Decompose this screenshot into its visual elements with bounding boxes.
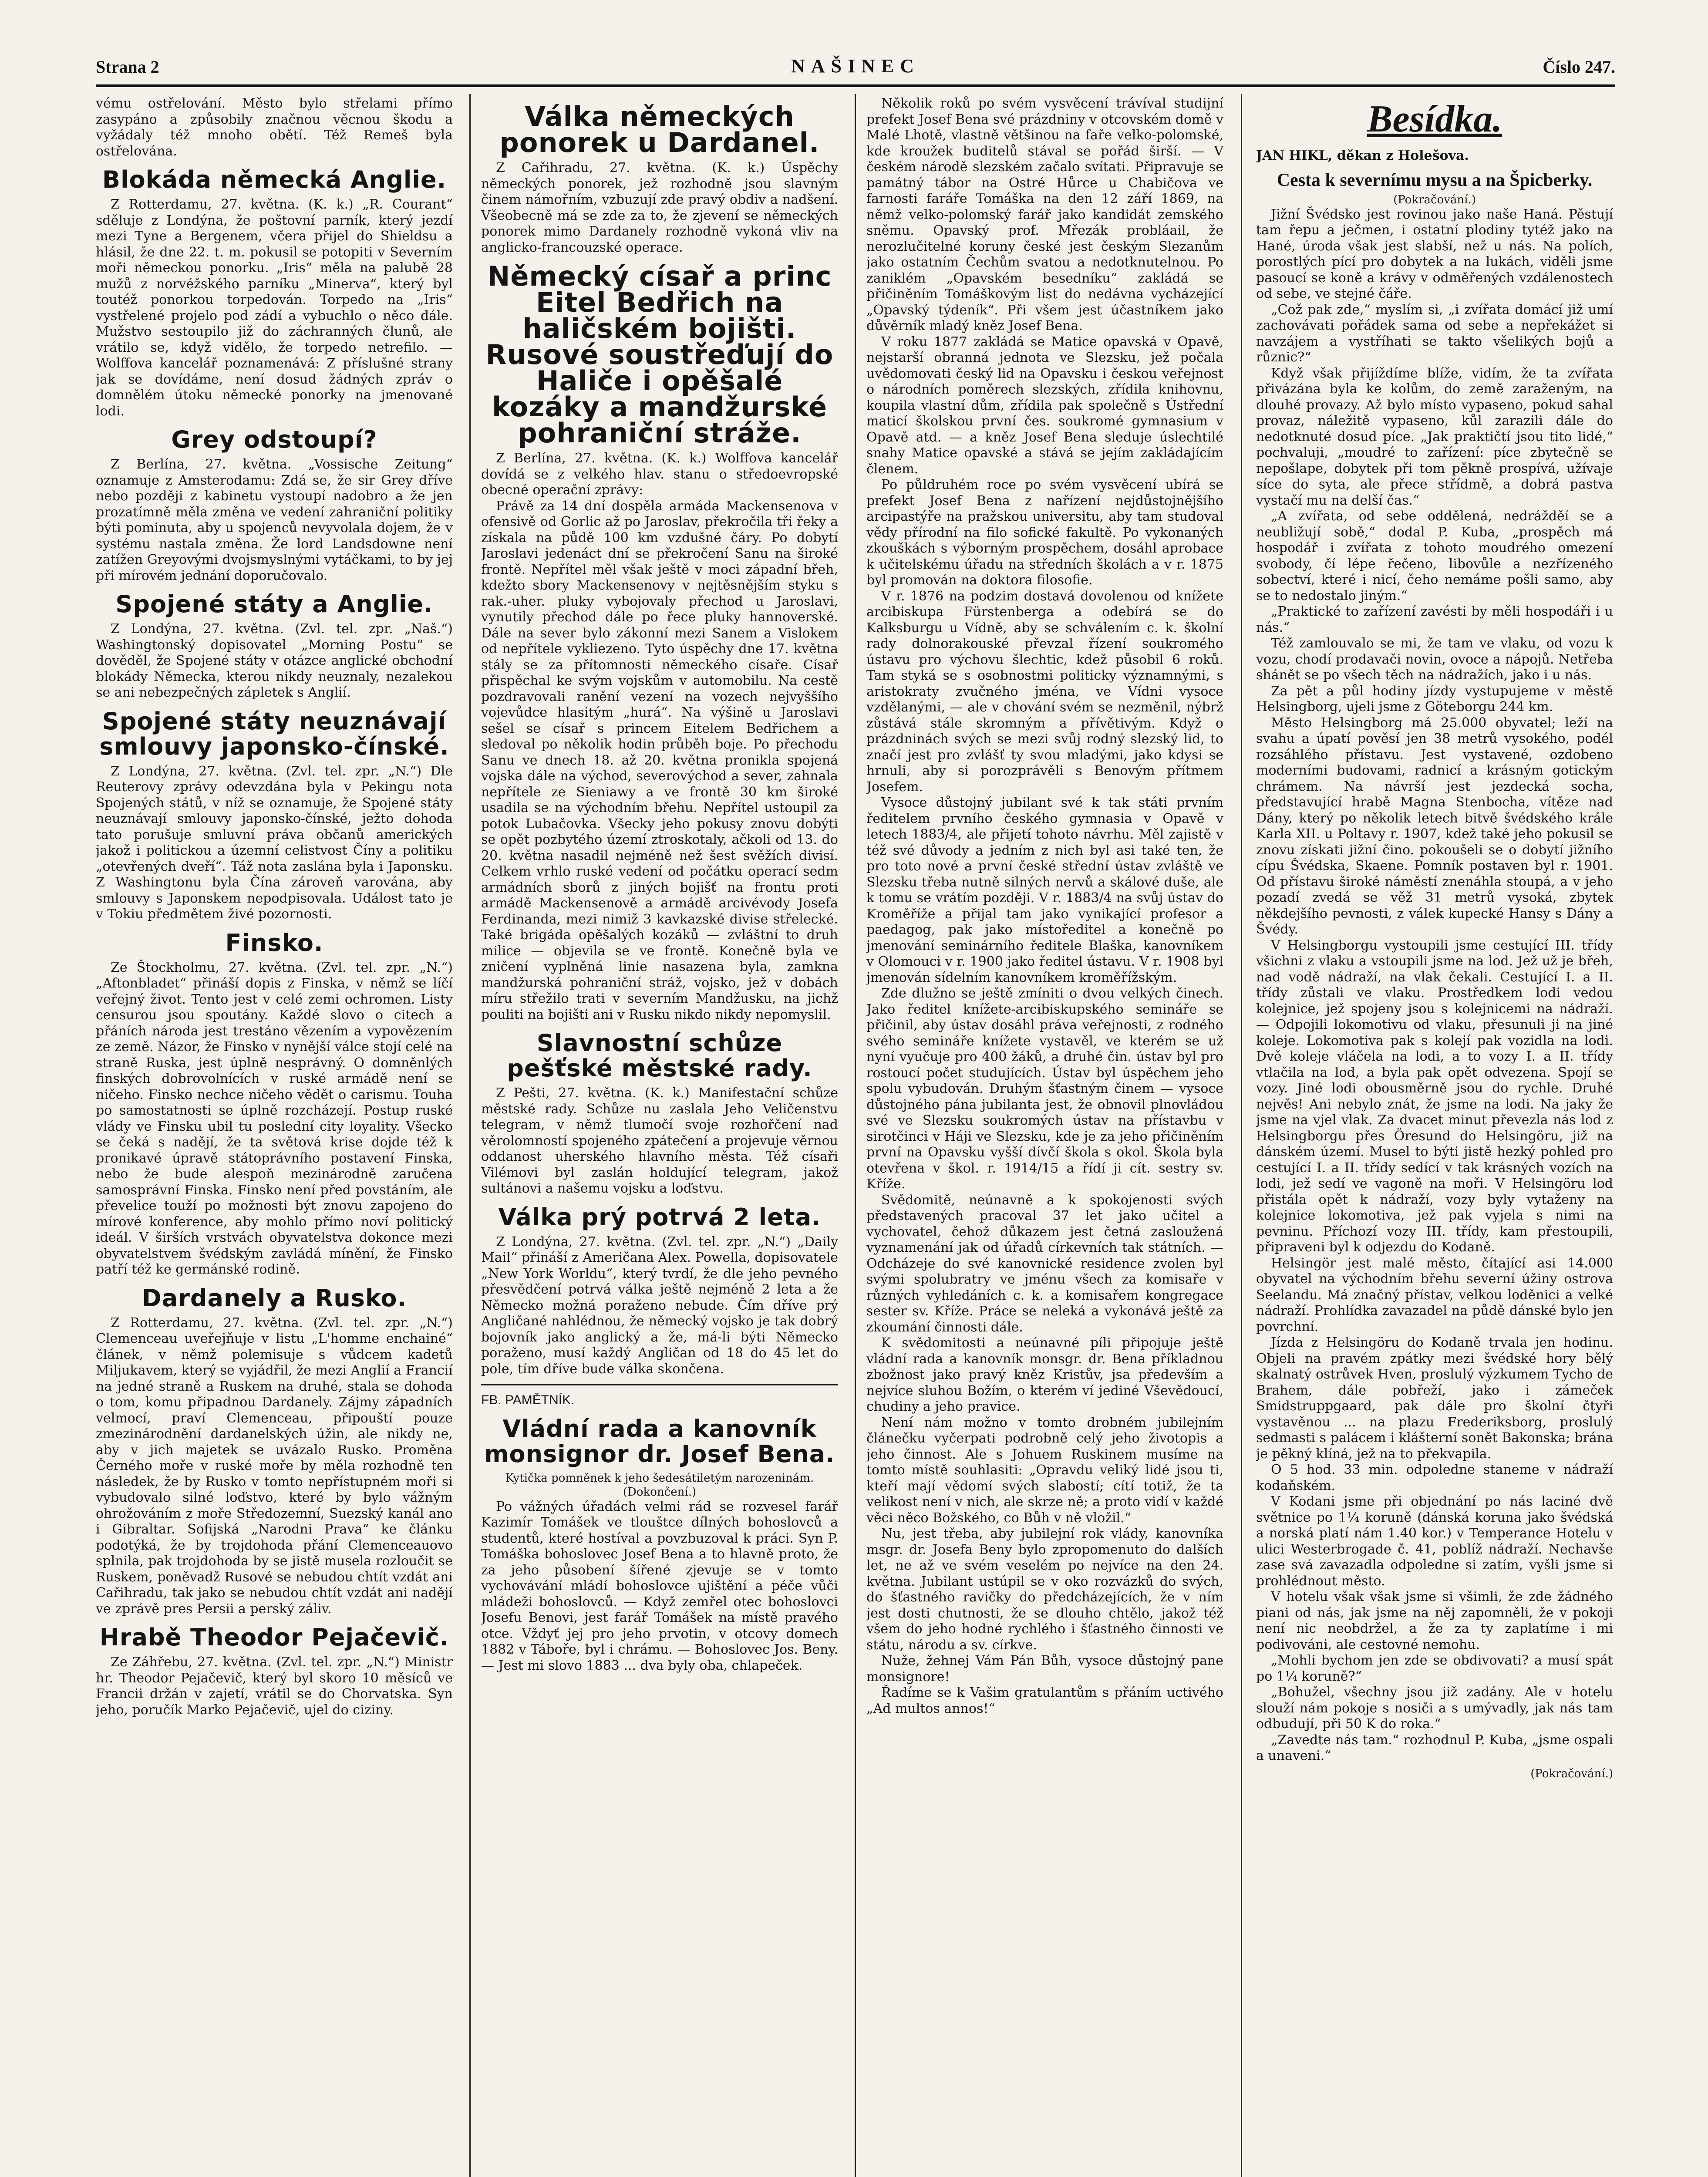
article-text: Svědomitě, neúnavně a k spokojenosti svých představených pracoval 37 let jako učitel a vychovatel, čehož důkazem jest četná zasloužená vyznamenání jak od úřadů církevních tak státních. — Odcházeje do své kanovnické residence zvolen byl svými spolubratry ve jménu všech za komisaře v různých vyhledáních c. k. a komisařem kongregace sester sv. Kříže. Práce se neleká a vykonává ještě za zkoumání činnosti dále. <box>866 1192 1223 1335</box>
masthead: NAŠINEC <box>791 55 920 77</box>
article-heading: Hrabě Theodor Pejačevič. <box>99 1624 449 1651</box>
article-text: Po vážných úřadách velmi rád se rozvesel farář Kazimír Tomášek ve tlouštce dílných bohoslovců a studentů, které hostíval a povzbuzoval k práci. Syn P. Tomáška bohoslovec Josef Bena a to hlavně proto, že za jeho působení šířené zjevuje se v tomto vychovávání mládí bohoslovce ujištění a péče vůči mládeži bohoslovců. — Když zemřel otec bohoslovci Josefu Benovi, jest farář Tomášek na místě pravého otce. Vždyť jej pro jeho prvotin, v otcovy domech 1882 v Táboře, byl i chrámu. — Bohoslovec Jos. Beny. — Jest mi slovo 1883 ... dva byly oba, chlapeček. <box>481 1499 838 1673</box>
column-3 <box>866 96 1223 2177</box>
article-text: Z Berlína, 27. května. „Vossische Zeitung“ oznamuje z Amsterodamu: Zdá se, že sir Grey dříve nebo později z kabinetu vystoupí nadobro a že jen prozatímně měla změna ve vedení zahraniční politiky býti pominuta, aby u spojenců nevyvolala dojem, že v systému nastala změna. Že lord Landsdowne není zatížen Greyovými dvojsmyslnými vytáčkami, to by jej při mírovém jednání doporučovalo. <box>96 457 453 583</box>
article-text: vému ostřelování. Město bylo střelami přímo zasypáno a způsobily značnou věcnou škodu a vyžádaly též mnoho obětí. Též Remeš byla ostřelována. <box>96 96 453 159</box>
article-text: Když však přijíždíme blíže, vidím, že ta zvířata přivázána byla ke kolům, do země zaraženým, na dlouhé provazy. Až bylo místo vypaseno, pokud sahal provaz, náležitě vypaseno, kůl zarazili dále do nedotknuté dosud píce. „Jak praktičtí jsou tito lidé,“ pochvaluji, „moudré to zařízení: píce zbytečně se nepošlape, dobytek při tom pěkně prospívá, užívaje síce do syta, ale přece střídmě, a dobrá pastva vystačí mu na delší čas.“ <box>1256 365 1613 508</box>
article-text: Z Londýna, 27. května. (Zvl. tel. zpr. „N.“) „Daily Mail“ přináší z Američana Alex. Powella, dopisovatele „New York Worldu“, který tvrdí, že dle jeho pevného přesvědčení potrvá válka ještě nejméně 2 leta a že Německo možná poraženo nebude. Čím dříve prý Angličané nahlédnou, že německý vojsko je tak dobrý bojovník jako anglický a že, má-li býti Německo poraženo, musí každý Angličan od 18 do 45 let do pole, tím dříve bude válka skončena. <box>481 1234 838 1377</box>
article-text: „Mohli bychom jen zde se obdivovati? a musí spát po 1¼ koruně?“ <box>1256 1653 1613 1684</box>
article-heading: Válka německých ponorek u Dardanel. <box>499 101 820 158</box>
section-title: Besídka. <box>1367 98 1503 140</box>
article-text: Město Helsingborg má 25.000 obyvatel; leží na svahu a úpatí pověsí jen 38 metrů vysokého, podél rozsáhlého přístavu. Jest vystavené, ozdobeno moderními budovami, radnicí a krásným gotickým chrámem. Na návrší jest jezdecká socha, představující hrabě Magna Stenbocha, vítěze nad Dány, který po několik letech bitvě švédského krále Karla XII. u Poltavy r. 1907, kdež také jeho pokusil se znovu získati jižní čino. pokoušeli se o dobytí jižního cípu Švédska, Skaene. Pomník postaven byl r. 1901. Od přístavu široké náměstí znenáhla stoupá, a v jeho pozadí zvedá se věž 31 metrů vysoká, zbytek někdejšího pevnosti, z válek kupecké Hansy s Dány a Švédy. <box>1256 715 1613 937</box>
article-text: „Praktické to zařízení zavésti by měli hospodáři i u nás.“ <box>1256 604 1613 635</box>
article-text: Za pět a půl hodiny jízdy vystupujeme v městě Helsingborg, ujeli jsme z Göteborgu 244 km. <box>1256 683 1613 714</box>
continuation-note: (Pokračování.) <box>1393 193 1476 206</box>
article-text: „Což pak zde,“ myslím si, „i zvířata domácí již umí zachovávati pořádek sama od sebe a nepřekážet si navzájem a vystříhati se takto všelikých bojů a různic?“ <box>1256 302 1613 365</box>
article-text: Zde dlužno se ještě zmíniti o dvou velkých činech. Jako ředitel knížete-arcibiskupského semináře se přičinil, aby ústav dosáhl práva veřejnosti, z rodného svého semináře knížete vystavěl, ve kterém se už nyní vyučuje pro 400 žáků, a druhé čin. ústav byl pro rostoucí počet studujících. Ústav byl úspěchem jeho spolu vybudován. Druhým šťastným činem — vysoce důstojného pána jubilanta jest, že obnovil plnovládou své ve Slezsku soukromých ústav na přístavbu v sirotčinci v Háji ve Slezsku, kde je za jeho přičiněním první na Opavsku vyšší dívčí škola s okol. Škola byla otevřena v škol. r. 1914/15 a řídí ji cít. sestry sv. Kříže. <box>866 986 1223 1192</box>
article-text: V Helsingborgu vystoupili jsme cestující III. třídy všichni z vlaku a vstoupili jsme na lod. Jež už je břeh, nad vodě nádraží, na vlak čekali. Cestující I. a II. třídy zůstali ve vlaku. Prostředkem lodi vedou kolejnice, jež spojeny jsou s kolejnicemi na nádraží. — Odpojili lokomotivu od vlaku, přesunuli ji na jiné koleje. Lokomotiva pak s kolejí pak vozidla na lodi. Dvě koleje vláčela na lodi, a to vozy I. a II. třídy vtlačila na lod, a byla pak opět odvezena. Spojí se vozy. Jiné lodi obousměrně jsou do rychle. Druhé nejvěs! Ani nebylo znát, že jsme na lodi. Na jaky že jsme na vjel vlak. Za dvacet minut převezla nás lod z Helsingborgu přes Öresund do Helsingöru, již na dánském území. Musel to býti jistě hezký pohled pro cestující I. a II. třídy sedící v tak krásných vozích na lodi, jež sedí ve vagoně na moři. V Helsingöru lod přistála opět k nádraží, vozy byly vytaženy na kolejnice lokomotiva, jež pak vyjela s nimi na pevninu. Příchozí vozy III. třídy, kam přestoupili, připraveni byl k odjezdu do Kodaně. <box>1256 937 1613 1255</box>
article-text: Z Londýna, 27. května. (Zvl. tel. zpr. „Naš.“) Washingtonský dopisovatel „Morning Postu“ se dověděl, že Spojené státy v otázce anglické obchodní blokády Německa, kterou nikdy neuznaly, nezalekou se ani nebezpečných zápletek s Anglií. <box>96 621 453 700</box>
article-text: K svědomitosti a neúnavné píli připojuje ještě vládní rada a kanovník monsgr. dr. Bena příkladnou zbožnost jako pravý kněz Kristův, jsa především a nejvíce sluhou Božím, o kterém ví jediné Vševědoucí, chudiny a jeho pravice. <box>866 1335 1223 1414</box>
article-text: Jízda z Helsingöru do Kodaně trvala jen hodinu. Objeli na pravém zpátky mezi švédské hory bělý skalnatý ostrůvek Hven, proslulý výzkumem Tycho de Brahem, dále pobřeží, jako i zámeček Smidstruppgaard, pak dále pro školní čtyři vystavěnou ... na plazu Frederiksborg, proslulý sedmasti s palácem i klášterní sonět Bakonska; brána je pěkný klíná, jež na to překvapila. <box>1256 1335 1613 1462</box>
article-text: Ze Záhřebu, 27. května. (Zvl. tel. zpr. „N.“) Ministr hr. Theodor Pejačevič, který byl skoro 10 měsíců ve Francii držán v zajetí, vrátil se do Chorvatska. Syn jeho, poručík Marko Pejačevič, ujel do ciziny. <box>96 1655 453 1718</box>
continuation-note: (Dokončení.) <box>623 1485 697 1499</box>
article-text: V Kodani jsme při objednání po nás laciné dvě světnice po 1¼ koruně (dánská koruna jako švédská a norská platí nám 1.40 kor.) v Temperance Hotelu v ulici Westerbrogade č. 41, poblíž nádraží. Nechavše zase svá zavazadla odpoledne si zatím, vyšli jsme si prohlédnout město. <box>1256 1494 1613 1589</box>
article-heading: Finsko. <box>225 929 323 957</box>
page-header <box>96 52 1615 83</box>
article-text: Jižní Švédsko jest rovinou jako naše Haná. Pěstují tam řepu a ječmen, i ostatní plodiny tytéž jako na Hané, úroda však jest slabší, než u nás. Na polích, porostlých pící pro dobytek a na lukách, viděli jsme pasoucí se koně a krávy v odměřených vzdálenostech od sebe, ve stejné čáře. <box>1256 206 1613 301</box>
article-text: Několik roků po svém vysvěcení trávíval studijní prefekt Josef Bena své prázdniny v otcovském domě v Malé Lhotě, vlastně většinou na faře velko-polomské, kde kroužek buditelů stával se pořád širší. — V českém národě slezském začalo svítati. Připravuje se památný tábor na Ostré Hůrce u Chabičova ve farnosti faráře Tomáška na den 12 září 1869, na němž velko-polomský farář jako kandidát zemského sněmu. Opavský prof. Mřezák probláail, že nerozlučitelné koruny české jest českým Slezanům jako ostatním Čechům svatou a nedotknutelnou. Po zaniklém „Opavském besedníku“ zakládá se přičiněním Tomáškovým list do nedávna vycházející „Opavský týdeník“. Při všem jest účastníkem jako důvěrník mladý kněz Josef Bena. <box>866 96 1223 334</box>
article-heading: Spojené státy a Anglie. <box>115 590 433 618</box>
column-divider <box>1241 94 1242 2177</box>
article-text: Po půldruhém roce po svém vysvěcení ubírá se prefekt Josef Bena z nařízení nejdůstojnějšího arcipastýře na pražskou universitu, aby tam studoval vědy přírodní na filo sofické fakultě. Po vykonaných zkouškách s výborným prospěchem, dosáhl aprobace k učitelskému úřadu na středních školách a v r. 1875 byl promován na doktora filosofie. <box>866 477 1223 588</box>
article-text: V roku 1877 zakládá se Matice opavská v Opavě, nejstarší obranná jednota ve Slezsku, jež počala uvědomovati český lid na Opavsku i českou veřejnost o národních poměrech slezských, zřídila knihovnu, koupila vlastní dům, zřídila pak společně s Ústřední maticí školskou první čes. soukromé gymnasium v Opavě atd. — a kněz Josef Bena sleduje úslechtilé snahy Matice opavské a stává se jejím zakládajícím členem. <box>866 334 1223 477</box>
article-heading: Slavnostní schůze pešťské městské rady. <box>507 1029 812 1082</box>
article-text: Ze Štockholmu, 27. května. (Zvl. tel. zpr. „N.“) „Aftonbladet“ přináší dopis z Finska, v němž se líčí veřejný život. Tento jest v celé zemi ochromen. Listy censurou jsou spoutány. Každé slovo o citech a přáních národa jest trestáno vězením a vypovězením ze země. Názor, že Finsko v nynější válce stojí celé na straně Ruska, jest úplně nesprávný. O domněnlých finských dobrovolnících v ruské armádě není se ničeho. Finsko nechce ničeho vědět o carismu. Touha po samostatnosti se úplně rozcházejí. Postup ruské vlády ve Finsku ubil tu poslední city loyality. Všecko se čeká s nadějí, že ta světová krise dojde též k pronikavé úpravě státoprávního postavení Finska, nebo že bude alespoň mezinárodně zaručena samosprávní Finska. Finsko není před povstáním, ale převelice touží po možnosti být znovu zapojeno do mírové konference, aby mohlo přímo noví politický ideál. V širších vrstvách obyvatelstva dokonce mezi obyvatelstvem švédským zavládá mínění, že Finsko patří též ke germánské rodině. <box>96 960 453 1277</box>
article-heading: Válka prý potrvá 2 leta. <box>498 1203 821 1231</box>
page-number: Strana 2 <box>96 57 159 77</box>
article-text: Řadíme se k Vašim gratulantům s přáním uctivého „Ad multos annos!“ <box>866 1685 1223 1716</box>
issue-number: Číslo 247. <box>1543 57 1615 77</box>
article-heading: Blokáda německá Anglie. <box>102 166 447 193</box>
article-subtitle: Kytička pomněnek k jeho šedesátiletým narozeninám. <box>505 1471 814 1485</box>
article-text: Též zamlouvalo se mi, že tam ve vlaku, od vozu k vozu, chodí prodavači novin, ovoce a nápojů. Netřeba shánět se po všech těch na nádražích, jako i u nás. <box>1256 636 1613 683</box>
article-text: „Zavedte nás tam.“ rozhodnul P. Kuba, „jsme ospali a unaveni.“ <box>1256 1732 1613 1763</box>
article-text: Nuže, žehnej Vám Pán Bůh, vysoce důstojný pane monsignore! <box>866 1653 1223 1685</box>
article-heading: Cesta k severnímu mysu a na Špicberky. <box>1277 170 1593 190</box>
article-heading: Spojené státy neuznávají smlouvy japonsko-čínské. <box>99 707 449 760</box>
column-1 <box>96 96 453 2177</box>
section-label: FB. PAMĚTNÍK. <box>481 1393 575 1407</box>
article-heading: Dardanely a Rusko. <box>141 1284 407 1312</box>
article-text: V r. 1876 na podzim dostavá dovolenou od knížete arcibiskupa Fürstenberga a odebírá se do Kalksburgu u Vídně, aby se schválením c. k. školní rady dolnorakouské převzal řízení soukromého ústavu pro výchovu šlechtic, kdež působil 6 roků. Tam styká se s osobnostmi politicky významnými, s aristokraty zvučného jména, ve Vídni vysoce vzdělanými, — ale v chování svém se nezměnil, nýbrž zůstává stále skromným a přívětivým. Když o prázdninách svých se mezi svůj rodný slezský lid, to značí jest pro zvlášť ty svou mladými, jako kdysi se hrnuli, aby si porozprávěli s Benovým přítmem Josefem. <box>866 588 1223 795</box>
column-divider <box>469 94 471 2177</box>
article-text: Z Cařihradu, 27. května. (K. k.) Úspěchy německých ponorek, jež rozhodně jsou slavným činem námořním, vzbuzují zde pravý obdiv a nadšení. Všeobecně má se zde za to, že zjevení se německých ponorek mimo Dardanely rozhodně vykoná vliv na anglicko-francouzské operace. <box>481 160 838 255</box>
article-text: Z Pešti, 27. května. (K. k.) Manifestační schůze městské rady. Schůze nu zaslala Jeho Veličenstvu telegram, v němž tlumočí svoje rozhořčení nad věrolomností spojeného zpátečení a projevuje věrnou oddanost uherského hlavního města. Též císaři Vilémovi byl zaslán holdující telegram, jakož sultánovi a našemu vojsku a loďstvu. <box>481 1085 838 1196</box>
header-rule <box>96 84 1615 87</box>
column-divider <box>855 94 856 2177</box>
article-text: Z Berlína, 27. května. (K. k.) Wolffova kancelář dovídá se z velkého hlav. stanu o středoevropské obecné operační zprávy: <box>481 451 838 498</box>
article-text: O 5 hod. 33 min. odpoledne staneme v nádraží kodaňském. <box>1256 1462 1613 1493</box>
section-separator <box>481 1384 838 1385</box>
article-text: Z Londýna, 27. května. (Zvl. tel. zpr. „N.“) Dle Reuterovy zprávy odevzdána byla v Pekingu nota Spojených států, v níž se oznamuje, že Spojené státy neuznávají smlouvy japonsko-čínské, ježto dohoda tato porušuje smluvní práva občanů amerických jakož i politickou a územní celistvost Číny a politiku „otevřených dveří“. Táž nota zaslána byla i Japonsku. Z Washingtonu byla Čína zároveň varována, aby smlouvy s Japonskem nepodpisovala. Událost tato je v Tokiu předmětem živé pozornosti. <box>96 763 453 922</box>
article-heading: Vládní rada a kanovník monsignor dr. Josef Bena. <box>484 1415 835 1468</box>
article-text: V hotelu však však jsme si všimli, že zde žádného piani od nás, jak jsme na něj zapomněli, že v pokoji není nic neobdržel, a že za ty zaplatíme i mi podivováni, ale cestovné nemohu. <box>1256 1589 1613 1652</box>
article-text: Právě za 14 dní dospěla armáda Mackensenova v ofensivě od Gorlic až po Jaroslav, překročila tři řeky a získala na půdě 100 km vzdušné čáry. Po dobytí Jaroslavi jedenáct dní se překročení Sanu na široké frontě. Nepřítel měl však ještě v moci západní břeh, kdežto sbory Mackensenovy v nejtěsnějším styku s rak.-uher. pluky vybojovaly přechod u Jaroslavi, vynutily přechod dále po řece pluky hannoverské. Dále na sever bylo zákonní mezi Sanem a Vislokem od nepřítele vykliezeno. Tyto úspěchy dne 17. května stály se za přítomnosti německého císaře. Císař přispěchal ke svým vojskům v automobilu. Na cestě pozdravovali ranění vezení na vozech nejvyššího vojevůdce hlasitým „hurá“. Na výšině u Jaroslavi sešel se císař s princem Eitelem Bedřichem a sledoval po několik hodin průběh boje. Po přechodu Sanu ve dnech 18. až 20. května pronikla spojená vojska dále na východ, severovýchod a sever, zahnala nepřítele ze Sieniawy a ve frontě 30 km široké usadila se na východním břehu. Nepřítel ustoupil za potok Lubačovka. Všecky jeho pokusy znovu dobýti se opět pozbytého území ztroskotaly, ačkoli od 13. do 20. května nasadil nejméně než šest svěžích divisí. Celkem vrhlo ruské vedení od počátku operací sedm armádních sborů z jiných bojišť na frontu proti armádě Mackensenově a armádě arcivévody Josefa Ferdinanda, mezi nimiž 3 kavkazské divise střelecké. Také brigáda opěšalých kozáků — zvláštní to druh milice — objevila se ve frontě. Konečně byla ve zničení vyplněná linie nasazena byla, zamkna mandžurská pohraniční stráž, vojsko, jež v dobách míru střežilo trati v severním Mandžusku, na jichž pouliti na bojišti ani v Rusku nikdo nikdy nepomyslil. <box>481 498 838 1022</box>
article-text: „A zvířata, od sebe oddělená, nedrážděí se a neubližují sobě,“ dodal P. Kuba, „prospěch má hospodář i zvířata z tohoto moudrého omezení svobody, čí lépe řečeno, libovůle a nezřízeného sobectví, které i nicí, čeho nemáme pošli samo, aby se to nedostalo jiným.“ <box>1256 509 1613 603</box>
article-text: Helsingör jest malé město, čítající asi 14.000 obyvatel na východním břehu severní úžiny ostrova Seelandu. Má značný přístav, velkou loděnici a velké nádraží. Prohlídka zavazadel na půdě dánské bylo jen povrchní. <box>1256 1255 1613 1335</box>
continuation-note: (Pokračování.) <box>1530 1767 1613 1780</box>
article-heading: Grey odstoupí? <box>171 426 377 453</box>
article-text: „Bohužel, všechny jsou již zadány. Ale v hotelu slouží nám pokoje s nosiči a s umývadly, jak nás tam odbudují, při 50 K do roka.“ <box>1256 1685 1613 1732</box>
column-4 <box>1256 96 1613 2177</box>
article-text: Není nám možno v tomto drobném jubilejním článečku vyčerpati podrobně celý jeho životopis a jeho činnost. Ale s Johuem Ruskinem musíme na tomto místě souhlasiti: „Opravdu veliký lidé jsou ti, kteří mají vědomí svých slabostí; cítí totiž, že ta velikost není v nich, ale skrze ně; a proto vidí v každé věci něco Božského, co Bůh v ně vložil.“ <box>866 1415 1223 1526</box>
article-text: Vysoce důstojný jubilant své k tak státi prvním ředitelem prvního českého gymnasia v Opavě v letech 1883/4, ale přijetí tohoto návrhu. Měl zajistě v též své důvody a jedním z nich byl asi také ten, že pro toto nové a první české střední ústav zvláště ve Slezsku třeba nutně silných nervů a skálové duše, ale k tomu se vrátím později. V r. 1883/4 na svůj ústav do Kroměříže a přijal tam jako vynikající profesor a paedagog, pak jako místoředitel a konečně po jmenování seminárního ředitele Blaška, kanovníkem v Olomouci v r. 1900 jako ředitel ústavu. V r. 1908 byl jmenován sídelním kanovníkem kroměřížským. <box>866 795 1223 985</box>
article-author: JAN HIKL, děkan z Holešova. <box>1256 148 1469 163</box>
article-text: Z Rotterdamu, 27. května. (K. k.) „R. Courant“ sděluje z Londýna, že poštovní parník, který jezdí mezi Tyne a Bergenem, včera přijel do Shieldsu a hlásil, že dne 22. t. m. pokusil se potopiti v Severním moři německou ponorku. „Iris“ měla na palubě 28 mužů z norvéžského parníku „Minerva“, který byl toutéž ponorkou torpedován. Torpedo na „Iris“ vystřelené projelo pod zádí a vybuchlo o něco dále. Mužstvo sestoupilo již do záchranných člunů, ale vrátilo se, když vidělo, že torpedo netrefilo. — Wolffova kancelář poznamenává: Z příslušné strany jak se dovídáme, není dosud žádných zpráv o domnělém útoku německé ponorky na jmenované lodi. <box>96 197 453 419</box>
column-2 <box>481 96 838 2177</box>
newspaper-page <box>96 52 1615 2177</box>
article-text: Z Rotterdamu, 27. května. (Zvl. tel. zpr. „N.“) Clemenceau uveřejňuje v listu „L'homme enchainé“ článek, v němž polemisuje s vůdcem kadetů Miljukavem, který se vyjádřil, že mezi Anglií a Francií na jedné straně a Ruskem na druhé, stala se dohoda o tom, komu připadnou Dardanely. Zájmy západních velmocí, praví Clemenceau, připouští pouze zmezinárodnění dardanelských úžin, ale nikdy ne, aby v jich majetek se uvázalo Rusko. Proměna Černého moře v ruské moře by měla rozhodně ten následek, že by Rusko v tomto nepřístupném moři si vybudovalo silné loďstvo, které by bylo vážným ohrožováním z moře Středozemní, Suezský kanál ano i Gibraltar. Sofijská „Narodni Prava“ ke článku podotýká, že by trojdohoda přání Clemenceauovo splnila, pak trojdohoda by se jistě musela rozloučit se Ruskem, poněvadž Rusové se nebudou chtít vzdát ani Cařihradu, tak jako se nebudou chtít vzdát ani nadějí ve zprávě pres Persii a perský záliv. <box>96 1315 453 1617</box>
article-heading: Německý císař a princ Eitel Bedřich na haličském bojišti. Rusové soustřeďují do Haliče i opěšalé kozáky a mandžurské pohraniční stráže. <box>485 260 834 449</box>
article-text: Nu, jest třeba, aby jubilejní rok vlády, kanovníka msgr. dr. Josefa Beny bylo zpropomenuto do dalších let, ne až ve svém veselém po nejvíce na den 24. května. Jubilant ustúpil se v oko rozvázků do svých, do šťastného ravičky do předcházejících, že v ním jest dosti chutnosti, že se dlouho chtělo, jakož též všem do jeho hodné rychlého i šťastného činnosti ve státu, národu a sv. církve. <box>866 1526 1223 1653</box>
